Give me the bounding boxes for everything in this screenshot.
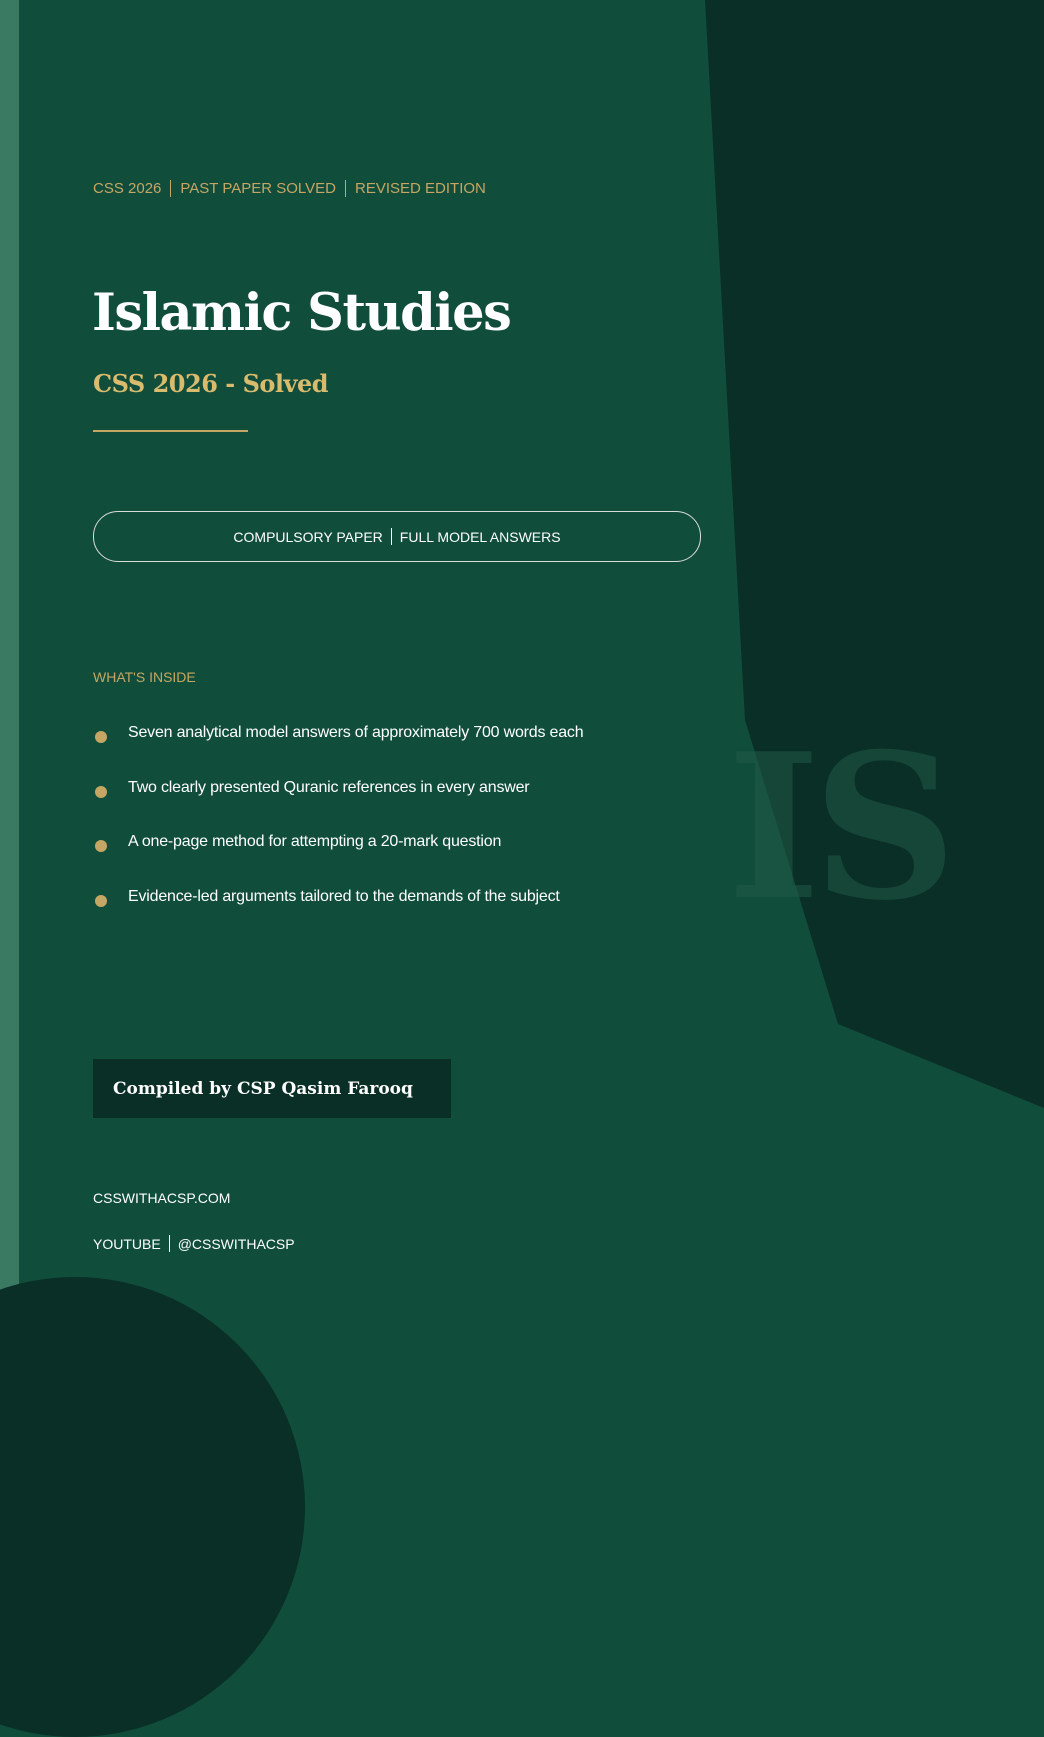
initials-watermark: IS [727, 710, 949, 945]
tag-divider [345, 180, 346, 197]
whats-inside-heading: WHAT'S INSIDE [93, 669, 196, 685]
edition-tag-edition: REVISED EDITION [355, 180, 486, 197]
bullet-dot-icon [95, 731, 107, 743]
youtube-label: YOUTUBE [93, 1235, 161, 1252]
bullet-dot-icon [95, 840, 107, 852]
edition-tag-type: PAST PAPER SOLVED [180, 180, 337, 197]
bullet-dot-icon [95, 786, 107, 798]
social-divider [169, 1235, 170, 1252]
author-credit-box [93, 1059, 451, 1118]
feature-item [93, 884, 583, 939]
tag-divider [170, 180, 171, 197]
page-title: Islamic Studies [92, 283, 511, 343]
edition-tag-year: CSS 2026 [93, 180, 162, 197]
edition-tags [93, 180, 486, 197]
pill-label-answers: FULL MODEL ANSWERS [399, 528, 561, 545]
feature-text: Two clearly presented Quranic references in every answer [128, 778, 530, 796]
feature-item [93, 775, 583, 830]
pill-label-paper: COMPULSORY PAPER [233, 528, 383, 545]
feature-item [93, 720, 583, 775]
feature-text: Evidence-led arguments tailored to the demands of the subject [128, 888, 560, 906]
youtube-line [93, 1235, 295, 1252]
youtube-handle-link[interactable]: @CSSWITHACSP [177, 1235, 295, 1252]
feature-text: A one-page method for attempting a 20-mark question [128, 833, 502, 851]
website-link[interactable]: CSSWITHACSP.COM [93, 1190, 231, 1206]
title-underline-divider [93, 430, 248, 432]
page-subtitle: CSS 2026 - Solved [93, 369, 329, 398]
features-list [93, 720, 583, 939]
paper-type-pill [93, 511, 701, 562]
pill-divider [391, 528, 392, 545]
feature-text: Seven analytical model answers of approximately 700 words each [128, 724, 584, 741]
author-credit: Compiled by CSP Qasim Farooq [113, 1078, 413, 1099]
feature-item [93, 829, 583, 884]
bullet-dot-icon [95, 895, 107, 907]
